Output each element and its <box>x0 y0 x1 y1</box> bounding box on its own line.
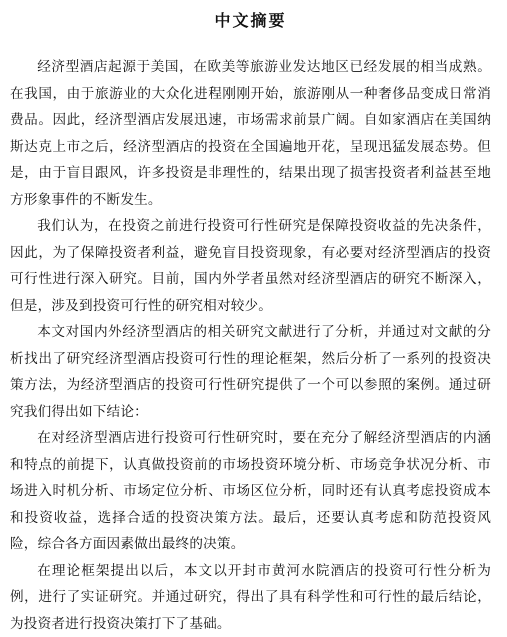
paragraph-3: 本文对国内外经济型酒店的相关研究文献进行了分析，并通过对文献的分析找出了研究经济型酒店投资可行性的理论框架，然后分析了一系列的投资决策方法，为经济型酒店的投资可行性研究提供了一个可以参照的案例。通过研究我们得出如下结论： <box>10 319 491 425</box>
paragraph-2: 我们认为，在投资之前进行投资可行性研究是保障投资收益的先决条件，因此，为了保障投资者利益，避免盲目投资现象，有必要对经济型酒店的投资可行性进行深入研究。目前，国内外学者虽然对经济型酒店的研究不断深入，但是，涉及到投资可行性的研究相对较少。 <box>10 213 491 319</box>
paragraph-4: 在对经济型酒店进行投资可行性研究时，要在充分了解经济型酒店的内涵和特点的前提下，认真做投资前的市场投资环境分析、市场竞争状况分析、市场进入时机分析、市场定位分析、市场区位分析，同时还有认真考虑投资成本和投资收益，选择合适的投资决策方法。最后，还要认真考虑和防范投资风险，综合各方面因素做出最终的决策。 <box>10 425 491 558</box>
page-title: 中文摘要 <box>10 8 491 34</box>
paragraph-5: 在理论框架提出以后，本文以开封市黄河水院酒店的投资可行性分析为例，进行了实证研究。并通过研究，得出了具有科学性和可行性的最后结论，为投资者进行投资决策打下了基础。 <box>10 558 491 637</box>
paragraph-1: 经济型酒店起源于美国，在欧美等旅游业发达地区已经发展的相当成熟。在我国，由于旅游业的大众化进程刚刚开始，旅游刚从一种奢侈品变成日常消费品。因此，经济型酒店发展迅速，市场需求前景广阔。自如家酒店在美国纳斯达克上市之后，经济型酒店的投资在全国遍地开花，呈现迅猛发展态势。但是，由于盲目跟风，许多投资是非理性的，结果出现了损害投资者利益甚至地方形象事件的不断发生。 <box>10 54 491 213</box>
